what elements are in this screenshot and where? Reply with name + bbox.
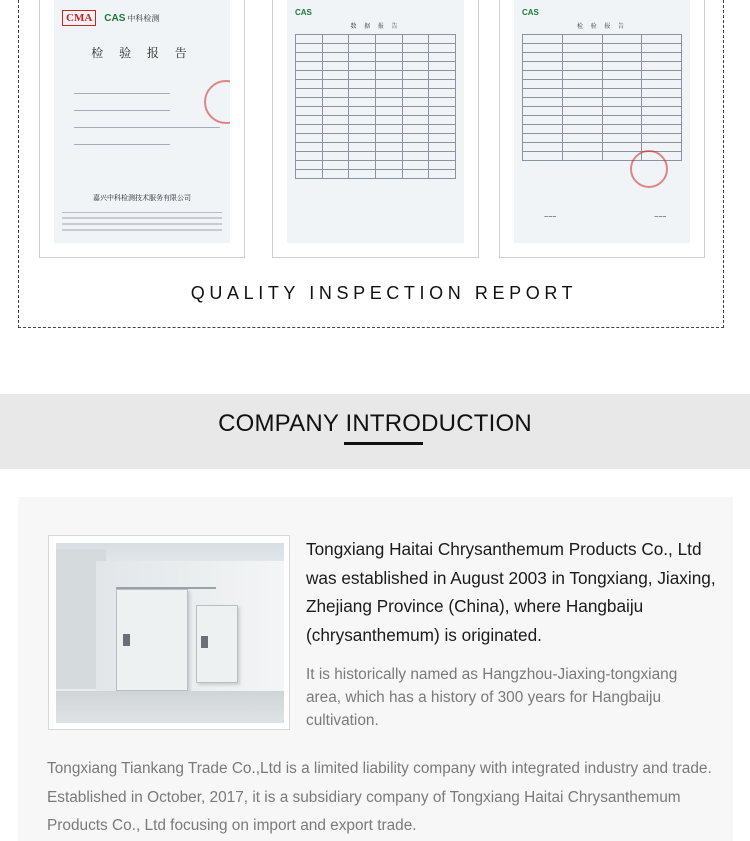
- report-result-image: [514, 0, 690, 243]
- cas-logo: CAS: [295, 8, 312, 17]
- report-cover-company: 嘉兴中科检测技术服务有限公司: [93, 194, 191, 202]
- report-result-title: 检 验 报 告: [576, 24, 627, 30]
- seal-stamp-icon: [204, 80, 230, 124]
- report-card-result[interactable]: [499, 0, 705, 258]
- subsidiary-text: Tongxiang Tiankang Trade Co.,Ltd is a limited liability company with integrated industry and trade. Established in October, 2017, it is a subsidiary company of Tongxiang Haitai Chrysanthemum Products Co., Ltd focusing on import and export trade.: [47, 760, 712, 835]
- report-cover-image: [54, 0, 230, 243]
- cas-logo: CAS: [522, 8, 539, 17]
- company-lead-text: Tongxiang Haitai Chrysanthemum Products Co., Ltd was established in August 2003 in Tongxiang, Jiaxing, Zhejiang Province (China), where Hangbaiju (chrysanthemum) is originated.: [306, 539, 716, 645]
- cold-storage-photo: [56, 543, 284, 723]
- storage-door: [116, 589, 188, 691]
- cas-logo: CAS 中科检测: [104, 12, 160, 24]
- company-intro-heading: COMPANY INTRODUCTION: [218, 410, 532, 437]
- company-intro-banner: [0, 394, 750, 469]
- report-table-image: [287, 0, 464, 243]
- signature-icon: ~~~: [654, 214, 667, 221]
- report-cover-title: 检 验 报 告: [91, 46, 193, 60]
- heading-underline: [344, 442, 423, 445]
- company-history-text: It is historically named as Hangzhou-Jiaxing-tongxiang area, which has a history of 300 years for Hangbaiju cultivation.: [306, 666, 678, 729]
- facility-photo-frame: [48, 535, 290, 730]
- report-card-data-table[interactable]: [272, 0, 479, 258]
- quality-inspection-heading: QUALITY INSPECTION REPORT: [190, 283, 578, 303]
- report-data-grid: [295, 34, 456, 179]
- signature-icon: ~~~: [544, 214, 557, 221]
- report-table-title: 数 据 报 告: [350, 24, 401, 30]
- report-result-grid: [522, 34, 682, 161]
- seal-stamp-icon: [630, 150, 668, 188]
- storage-door: [196, 605, 238, 683]
- report-card-cover[interactable]: [39, 0, 245, 258]
- company-intro-panel: [18, 497, 733, 841]
- cma-logo: CMA: [62, 10, 96, 26]
